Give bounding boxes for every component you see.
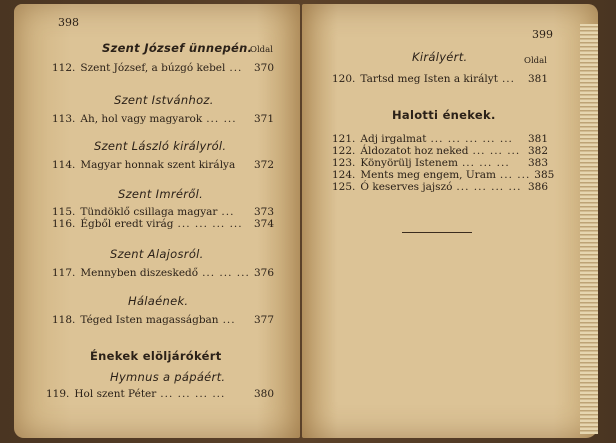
hymn-entry: 115. Tündöklő csillaga magyar ... 373 — [52, 206, 274, 218]
page-edge — [580, 24, 598, 434]
section-heading: Szent József ünnepén. — [102, 41, 253, 55]
section-heading: Szent Alajosról. — [110, 247, 204, 261]
section-heading: Szent Istvánhoz. — [114, 93, 214, 107]
hymn-entry: 114. Magyar honnak szent királya 372 — [52, 159, 274, 171]
hymn-entry: 112. Szent József, a búzgó kebel ... 370 — [52, 62, 274, 74]
hymn-entry: 117. Mennyben diszeskedő ... ... ... 376 — [52, 267, 274, 279]
hymn-entry: 120. Tartsd meg Isten a királyt ... 381 — [332, 73, 548, 85]
hymn-entry: 118. Téged Isten magasságban ... 377 — [52, 314, 274, 326]
section-heading: Szent Imréről. — [118, 187, 204, 201]
hymn-entry: 125. Ó keserves jajszó ... ... ... ... 386 — [332, 181, 548, 193]
oldal-label: Oldal — [524, 56, 547, 66]
hymn-entry: 122. Áldozatot hoz neked ... ... ... 382 — [332, 145, 548, 157]
right-page — [302, 4, 598, 438]
right-page-number: 399 — [532, 28, 553, 41]
hymn-entry: 123. Könyörülj Istenem ... ... ... 383 — [332, 157, 548, 169]
section-subheading: Hymnus a pápáért. — [110, 370, 226, 384]
hymn-entry: 113. Ah, hol vagy magyarok ... ... 371 — [52, 113, 274, 125]
left-page — [14, 4, 300, 438]
oldal-label: Oldal — [250, 45, 273, 55]
section-divider — [402, 232, 472, 233]
section-heading: Szent László királyról. — [94, 139, 227, 153]
hymn-entry: 124. Ments meg engem, Uram ... ... 385 — [332, 169, 555, 181]
section-heading: Énekek elöljárókért — [90, 349, 222, 363]
section-heading: Királyért. — [412, 50, 468, 64]
hymn-entry: 119. Hol szent Péter ... ... ... ... 380 — [46, 388, 274, 400]
section-heading: Halotti énekek. — [392, 108, 496, 122]
hymn-entry: 116. Égből eredt virág ... ... ... ... 374 — [52, 218, 274, 230]
hymn-entry: 121. Adj irgalmat ... ... ... ... ... 381 — [332, 133, 548, 145]
section-heading: Hálaének. — [128, 294, 189, 308]
left-page-number: 398 — [58, 16, 79, 29]
